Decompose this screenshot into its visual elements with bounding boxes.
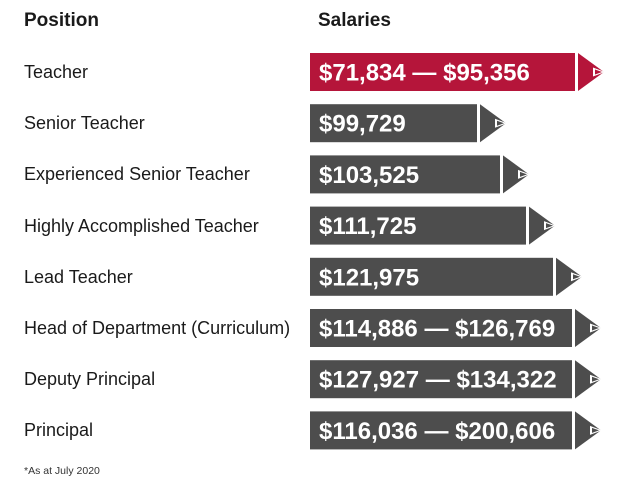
footnote: *As at July 2020 bbox=[24, 465, 100, 477]
position-label-head-of-department-curriculum: Head of Department (Curriculum) bbox=[24, 318, 291, 338]
salary-value-label: $111,725 bbox=[319, 213, 417, 241]
salary-bar-principal bbox=[310, 411, 602, 449]
position-label-deputy-principal: Deputy Principal bbox=[24, 369, 156, 390]
position-label-highly-accomplished-teacher: Highly Accomplished Teacher bbox=[24, 215, 259, 236]
salary-value-label: $114,886 — $126,769 bbox=[319, 315, 556, 343]
position-label-senior-teacher: Senior Teacher bbox=[24, 113, 145, 134]
salary-bar-head-of-department-curriculum bbox=[310, 309, 602, 347]
position-label-teacher: Teacher bbox=[24, 62, 89, 82]
salaries-column-header: Salaries bbox=[318, 10, 391, 31]
salary-bar-highly-accomplished-teacher bbox=[310, 207, 556, 245]
salary-value-label: $103,525 bbox=[319, 161, 420, 189]
salary-bar-lead-teacher bbox=[310, 258, 583, 296]
salary-bar-experienced-senior-teacher bbox=[310, 155, 530, 193]
salary-value-label: $99,729 bbox=[319, 110, 406, 138]
position-label-lead-teacher: Lead Teacher bbox=[24, 266, 133, 287]
position-column-header: Position bbox=[24, 10, 99, 31]
salary-bar-deputy-principal bbox=[310, 360, 602, 398]
salary-value-label: $71,834 — $95,356 bbox=[319, 59, 530, 87]
position-label-experienced-senior-teacher: Experienced Senior Teacher bbox=[24, 164, 250, 185]
position-label-principal: Principal bbox=[24, 420, 94, 441]
salary-value-label: $121,975 bbox=[319, 264, 420, 292]
salary-bar-senior-teacher bbox=[310, 104, 507, 142]
salary-value-label: $127,927 — $134,322 bbox=[319, 366, 557, 394]
salary-value-label: $116,036 — $200,606 bbox=[319, 417, 556, 445]
salary-bar-teacher bbox=[310, 53, 605, 91]
